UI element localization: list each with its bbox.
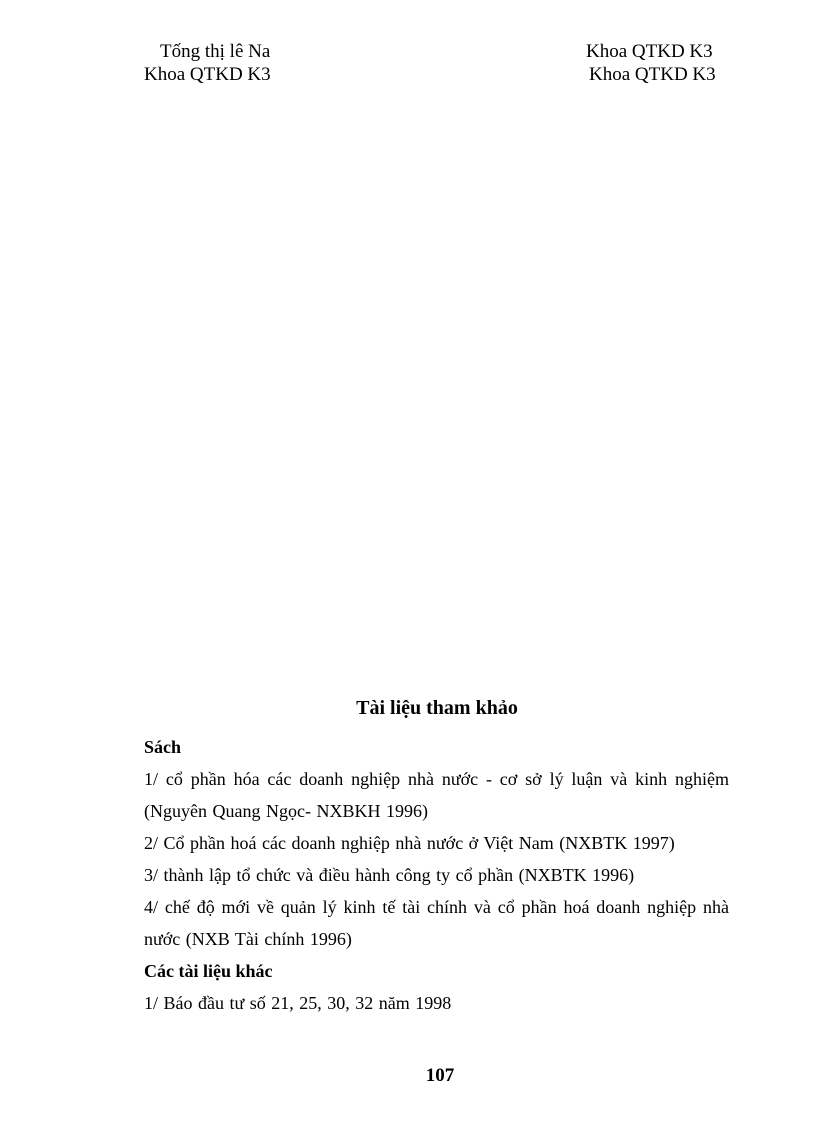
other-documents-heading: Các tài liệu khác [144, 961, 273, 981]
references-content [144, 731, 729, 1019]
other-document-reference-1: 1/ Báo đầu tư số 21, 25, 30, 32 năm 1998 [144, 993, 452, 1013]
book-reference-2: 2/ Cổ phần hoá các doanh nghiệp nhà nước ở Việt Nam (NXBTK 1997) [144, 833, 675, 853]
book-reference-1: 1/ cổ phần hóa các doanh nghiệp nhà nước - cơ sở lý luận và kinh nghiệm (Nguyên Quang Ngọc- NXBKH 1996) [144, 769, 729, 821]
header-author-class: Khoa QTKD K3 [144, 64, 271, 85]
references-title: Tài liệu tham khảo [356, 697, 518, 719]
book-reference-3: 3/ thành lập tổ chức và điều hành công ty cổ phần (NXBTK 1996) [144, 865, 635, 885]
header-right-line2: Khoa QTKD K3 [589, 64, 716, 85]
books-heading: Sách [144, 737, 182, 757]
header-author-name: Tống thị lê Na [160, 41, 271, 62]
page-number: 107 [425, 1065, 455, 1086]
header-right-line1: Khoa QTKD K3 [586, 41, 713, 62]
book-reference-4: 4/ chế độ mới về quản lý kinh tế tài chính và cổ phần hoá doanh nghiệp nhà nước (NXB Tài chính 1996) [144, 897, 729, 949]
